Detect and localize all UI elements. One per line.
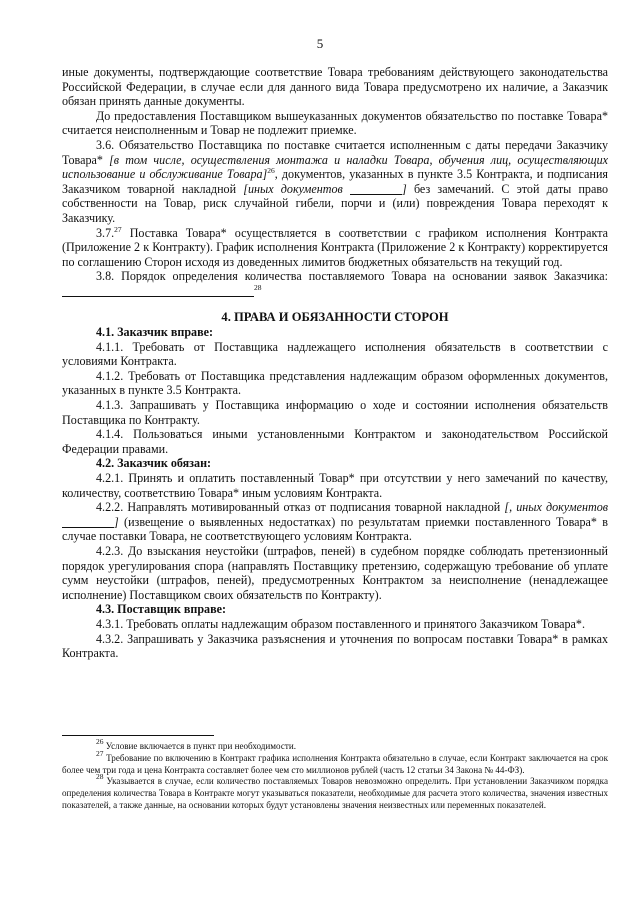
- footnote-ref[interactable]: 26: [267, 166, 275, 176]
- footnote: [62, 737, 608, 753]
- footnote: [62, 772, 608, 811]
- clause-text: без замечаний. С этой даты право собственности на Товар, риск случайной гибели, порчи и (или) повреждения Товара переходят к Заказчику.: [62, 181, 609, 225]
- paragraph: До предоставления Поставщиком вышеуказанных документов обязательство по поставке Товара* считается неисполненным и Товар не подлежит приемке.: [62, 108, 608, 138]
- clause: 4.1.3. Запрашивать у Поставщика информацию о ходе и состоянии исполнения обязательств Поставщика по Контракту.: [62, 398, 608, 427]
- page-number: 5: [316, 36, 324, 51]
- clause-text: 3.6. Обязательство Поставщика по поставке считается исполненным с даты передачи Заказчику Товара*: [62, 137, 608, 167]
- section-heading: 4. ПРАВА И ОБЯЗАННОСТИ СТОРОН: [221, 309, 449, 324]
- clause: 4.2.1. Принять и оплатить поставленный Товар* при отсутствии у него замечаний по качеству, количеству, соответствию Товара* иным условиям Контракта.: [62, 471, 608, 500]
- footnote: [62, 748, 608, 777]
- clause-4-2-2: [62, 500, 608, 544]
- clause-text: , документов, указанных в пункте 3.5 Контракта, и подписания Заказчиком товарной накладной: [62, 167, 608, 196]
- footnote-text: Указывается в случае, если количество поставляемых Товаров невозможно определить. При установлении Заказчиком порядка определения количества Товара в Контракте могут указываться показатели, необходимые для расчета этого количества, значения известных показателей, а также данные, на основании которых будут установлены значения неизвестных или переменных показателей.: [62, 776, 608, 810]
- clause-italic-text: [в том числе, осуществления монтажа и наладки Товара, обучения лиц, осуществляющих использование и обслуживание Товара]: [62, 152, 609, 182]
- subsection-heading: 4.2. Заказчик обязан:: [96, 456, 212, 471]
- clause-text: Поставка Товара* осуществляется в соответствии с графиком исполнения Контракта (Приложение 2 к Контракту). График исполнения Контракта (Приложение 2 к Контракту) корректируется по соглашению Сторон исходя из доведенных лимитов бюджетных обязательств на текущий год.: [62, 225, 608, 269]
- clause-text: (извещение о выявленных недостатках) по результатам приемки поставленного Товара* в случае поставки Товара, не соответствующего условиям Контракта.: [62, 514, 608, 544]
- clause-italic-text: [, иных документов: [504, 500, 608, 515]
- footnote-ref[interactable]: 28: [254, 282, 262, 292]
- footnote-ref[interactable]: 27: [114, 224, 122, 234]
- clause: 4.3.2. Запрашивать у Заказчика разъяснения и уточнения по вопросам поставки Товара* в рамках Контракта.: [62, 631, 608, 661]
- clause-3-7: [62, 226, 608, 270]
- footnote-text: Требование по включению в Контракт графика исполнения Контракта обязательно в случае, если Контракт заключается на срок более чем три года и цена Контракта составляет более чем сто миллионов рублей (часть 12 статьи 34 Закона № 44-ФЗ).: [62, 752, 608, 775]
- paragraph: иные документы, подтверждающие соответствие Товара требованиям действующего законодательства Российской Федерации, в случае если для данного вида Товара предусмотрено их наличие, а Заказчик обязан принять данные документы.: [62, 65, 608, 109]
- clause-number: 3.7.: [96, 225, 115, 240]
- clause-3-6: [62, 138, 608, 226]
- clause: 4.1.2. Требовать от Поставщика представления надлежащим образом оформленных документов, указанных в пункте 3.5 Контракта.: [62, 368, 608, 398]
- clause: 4.2.3. До взыскания неустойки (штрафов, пеней) в судебном порядке соблюдать претензионный порядок урегулирования спора (направлять Поставщику претензию, содержащую требование об уплате сумм неустойки (штрафов, пеней), предусмотренных Контрактом за неисполнение (ненадлежащее исполнение) Поставщиком своих обязательств по Контракту).: [62, 544, 608, 602]
- clause-italic-text: ]: [402, 181, 407, 196]
- document-body: [62, 65, 608, 661]
- clause: 4.3.1. Требовать оплаты надлежащим образом поставленного и принятого Заказчиком Товара*.: [96, 616, 585, 631]
- clause-italic-text: ]: [114, 514, 119, 529]
- footnote-text: Условие включается в пункт при необходимости.: [105, 741, 296, 751]
- clause-text: 3.8. Порядок определения количества поставляемого Товара на основании заявок Заказчика:: [96, 269, 608, 284]
- clause-italic-text: [иных документов: [243, 181, 343, 196]
- footnote-separator: [62, 735, 214, 736]
- clause-text: 4.2.2. Направлять мотивированный отказ от подписания товарной накладной: [96, 500, 501, 515]
- clause-3-8: [62, 269, 608, 298]
- footnote-number: 27: [96, 748, 104, 758]
- subsection-heading: 4.3. Поставщик вправе:: [96, 602, 227, 617]
- footnotes: [62, 737, 608, 812]
- fill-blank: [350, 183, 402, 195]
- footnote-number: 26: [96, 737, 104, 746]
- subsection-heading: 4.1. Заказчик вправе:: [96, 325, 214, 340]
- fill-blank: [62, 516, 114, 528]
- clause: 4.1.1. Требовать от Поставщика надлежащего исполнения обязательств в соответствии с условиями Контракта.: [62, 339, 608, 369]
- clause: 4.1.4. Пользоваться иными установленными Контрактом и законодательством Российской Федерации правами.: [62, 427, 608, 456]
- footnote-number: 28: [96, 772, 104, 782]
- fill-blank: [62, 285, 254, 297]
